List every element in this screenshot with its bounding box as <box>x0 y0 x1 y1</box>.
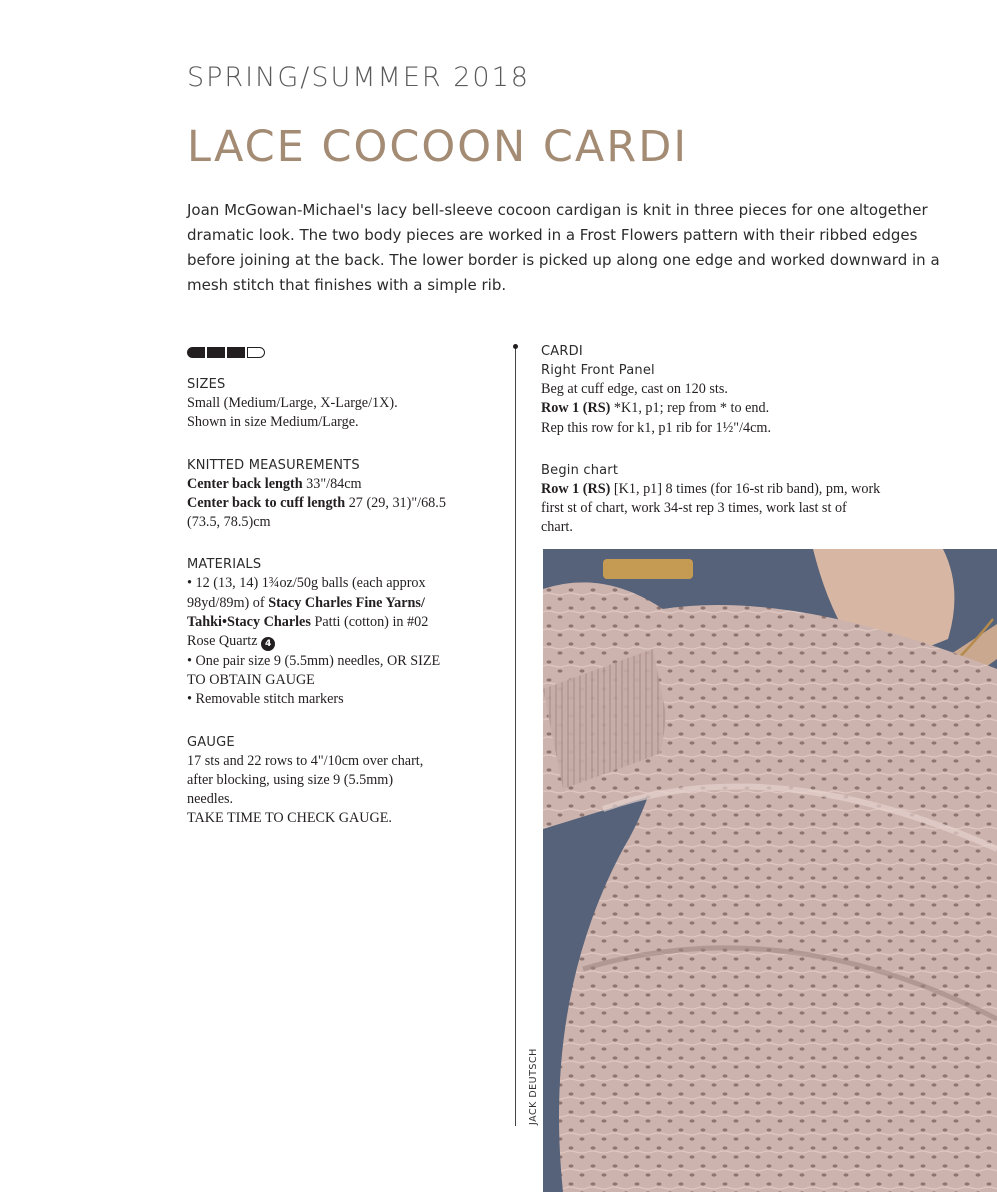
instruction-line: chart. <box>541 519 573 536</box>
materials-yarn-color: Rose Quartz 4 <box>187 632 497 651</box>
materials-markers-line: • Removable stitch markers <box>187 691 344 708</box>
divider-dot <box>513 344 518 349</box>
skill-level-indicator <box>187 347 265 358</box>
materials-needles-line: TO OBTAIN GAUGE <box>187 671 315 688</box>
bracelet <box>603 559 693 579</box>
measurement-item-cont: (73.5, 78.5)cm <box>187 514 271 531</box>
measurement-item: Center back length 33"/84cm <box>187 475 362 492</box>
chart-section <box>541 461 961 538</box>
cardi-subheading: Right Front Panel <box>541 363 655 378</box>
materials-yarn-line: 98yd/89m) of Stacy Charles Fine Yarns/ <box>187 594 425 611</box>
intro-paragraph: Joan McGowan-Michael's lacy bell-sleeve cocoon cardigan is knit in three pieces for one altogether dramatic look. The two body pieces are worked in a Frost Flowers pattern with their ribbed edges before joining at the back. The lower border is picked up along one edge and worked downward in a mesh stitch that finishes with a simple rib. <box>187 201 940 294</box>
sizes-shown-line: Shown in size Medium/Large. <box>187 414 359 431</box>
photo-credit: JACK DEUTSCH <box>528 1048 539 1125</box>
column-divider <box>515 346 516 1126</box>
gauge-line: 17 sts and 22 rows to 4"/10cm over chart, <box>187 752 424 769</box>
gauge-line: needles. <box>187 791 234 808</box>
materials-yarn-line: • 12 (13, 14) 1¾oz/50g balls (each approx <box>187 575 426 592</box>
gauge-line: after blocking, using size 9 (5.5mm) <box>187 771 394 788</box>
right-column <box>541 342 961 561</box>
left-column <box>187 375 497 852</box>
yarn-weight-badge-icon: 4 <box>261 637 275 651</box>
cardi-section <box>541 342 961 438</box>
instruction-line: first st of chart, work 34-st rep 3 times, work last st of <box>541 500 847 517</box>
chart-heading: Begin chart <box>541 462 619 478</box>
sizes-section <box>187 375 497 433</box>
measurement-item: Center back to cuff length 27 (29, 31)"/68.5 <box>187 494 446 511</box>
sizes-line: Small (Medium/Large, X-Large/1X). <box>187 395 398 411</box>
skill-level-bar-empty <box>247 347 265 358</box>
instruction-line: Beg at cuff edge, cast on 120 sts. <box>541 381 728 397</box>
gauge-section <box>187 733 497 829</box>
instruction-line: Row 1 (RS) [K1, p1] 8 times (for 16-st rib band), pm, work <box>541 480 881 497</box>
skill-level-bar-filled <box>207 347 225 358</box>
gauge-heading: GAUGE <box>187 734 235 750</box>
materials-yarn-line: Tahki•Stacy Charles Patti (cotton) in #02 <box>187 614 429 631</box>
materials-heading: MATERIALS <box>187 557 262 573</box>
sizes-heading: SIZES <box>187 377 226 392</box>
instruction-line: Row 1 (RS) *K1, p1; rep from * to end. <box>541 400 770 417</box>
cardigan-photo-illustration <box>543 549 997 1192</box>
gauge-line: TAKE TIME TO CHECK GAUGE. <box>187 810 392 827</box>
season-label: SPRING/SUMMER 2018 <box>187 62 530 93</box>
instruction-line: Rep this row for k1, p1 rib for 1½"/4cm. <box>541 419 771 436</box>
skill-level-bar-filled <box>227 347 245 358</box>
cardigan-photo <box>543 549 997 1192</box>
materials-needles-line: • One pair size 9 (5.5mm) needles, OR SIZE <box>187 652 441 669</box>
cardi-heading: CARDI <box>541 344 583 359</box>
measurements-heading: KNITTED MEASUREMENTS <box>187 457 360 473</box>
pattern-title: LACE COCOON CARDI <box>187 122 688 172</box>
materials-section <box>187 555 497 709</box>
measurements-section <box>187 456 497 533</box>
skill-level-bar-filled <box>187 347 205 358</box>
